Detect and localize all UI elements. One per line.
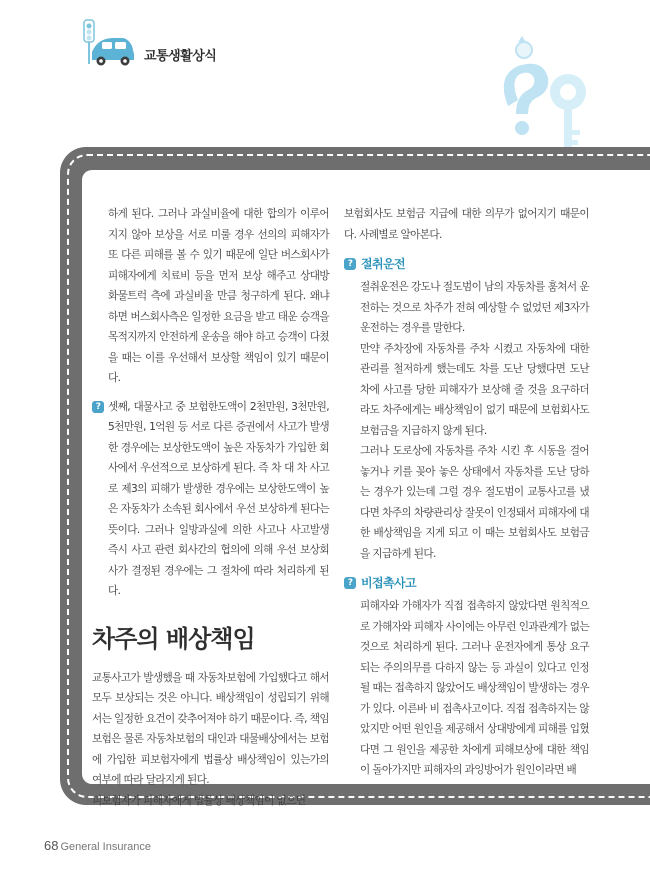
question-mark-icon: ? (344, 258, 356, 270)
section-heading: 차주의 배상책임 (92, 624, 255, 653)
question-mark-icon: ? (92, 401, 104, 413)
third-point-text: 셋째, 대물사고 중 보험한도액이 2천만원, 3천만원, 5천만원, 1억원 등 서로 다른 증권에서 사고가 발생한 경우에는 보상한도액이 높은 자동차가 가입한 회사에서 우선적으로 보상하게 된다. 즉 차 대 차 사고로 제3의 피해가 발생한 경우에는 보상한도액이 높은 자동차가 소속된 회사에서 우선 보상하게 된다는 뜻이다. 그러나 일방과실에 의한 사고나 사고발생 즉시 사고 관련 회사간의 협의에 의해 우선 보상회사가 결정된 경우에는 그 절차에 따라 처리하게 된다. (108, 400, 329, 597)
section-paragraph: 교통사고가 발생했을 때 자동차보험에 가입했다고 해서 모두 보상되는 것은 아니다. 배상책임이 성립되기 위해서는 일정한 요건이 갖추어져야 하기 때문이다. 즉, 책임보험은 물론 자동차보험의 대인과 대물배상에서는 보험에 가입한 피보험자에게 법률상 배상책임이 있는가의 여부에 따라 달라지게 된다. (92, 671, 329, 786)
header-title: 교통생활상식 (144, 49, 217, 64)
noncontact-paragraph: 피해자와 가해자가 직접 접촉하지 않았다면 원칙적으로 가해자와 피해자 사이에는 아무런 인과관계가 없는 것으로 처리하게 된다. 그러나 운전자에게 통상 요구되는 주의의무를 다하지 않는 등 과실이 있다고 인정될 때는 접촉하지 않았어도 배상책임이 발생하는 경우가 있다. 이른바 비 접촉사고이다. 직접 접촉하지는 않았지만 어떤 원인을 제공해서 상대방에게 피해를 입혔다면 그 원인을 제공한 차에게 피해보상에 대한 책임이 돌아가지만 피해자의 과잉방어가 원인이라면 배 (360, 600, 589, 776)
theft-paragraph: 만약 주차장에 자동차를 주차 시켰고 자동차에 대한 관리를 철저하게 했는데도 차를 도난 당했다면 도난 차에 사고를 당한 피해자가 보상해 줄 것을 요구하더라도 차주에게는 배상책임이 없기 때문에 보험회사도 보험금을 지급하지 않게 된다. (360, 342, 589, 437)
question-mark-key-decoration (488, 36, 598, 156)
subsection-title: 절취운전 (361, 257, 405, 271)
section-paragraph-continued: 피보험자가 피해자에게 법률상 배상책임이 없으면 (92, 794, 306, 807)
car-traffic-light-icon (78, 18, 138, 70)
third-point-paragraph (92, 397, 329, 602)
subsection-heading-theft (344, 255, 589, 273)
page-footer (44, 838, 151, 853)
continuation-paragraph: 보험회사도 보험금 지급에 대한 의무가 없어지기 때문이다. 사례별로 알아본다. (344, 208, 589, 241)
article-content (82, 170, 650, 807)
theft-paragraph: 그러나 도로상에 자동차를 주차 시킨 후 시동을 걸어 놓거나 키를 꽂아 놓은 상태에서 자동차를 도난 당하는 경우가 있는데 그럴 경우 절도범이 교통사고를 냈다면 차주의 차량관리상 잘못이 인정돼서 피해자에 대한 배상책임을 지게 되고 이 때는 보험회사도 보험금을 지급하게 된다. (360, 445, 589, 560)
page-number: 68 (44, 838, 59, 853)
right-column (344, 204, 589, 781)
subsection-title: 비접촉사고 (361, 576, 416, 590)
question-mark-icon: ? (344, 577, 356, 589)
intro-paragraph: 하게 된다. 그러나 과실비율에 대한 합의가 이루어지지 않아 보상을 서로 미룰 경우 선의의 피해자가 또 다른 피해를 볼 수 있기 때문에 일단 버스회사가 피해자에게 치료비 등을 먼저 보상 해주고 상대방 화물트럭 측에 과실비율 만큼 청구하게 된다. 왜냐하면 버스회사측은 일정한 요금을 받고 태운 승객을 목적지까지 안전하게 운송을 해야 하고 승객이 다쳤을 때는 이를 우선해서 보상할 책임이 있기 때문이다. (108, 208, 329, 384)
left-column (92, 204, 329, 811)
subsection-heading-noncontact (344, 574, 589, 592)
publication-name: General Insurance (60, 841, 151, 853)
theft-paragraph: 절취운전은 강도나 절도범이 남의 자동차를 훔쳐서 운전하는 것으로 차주가 전혀 예상할 수 없었던 제3자가 운전하는 경우를 말한다. (360, 281, 589, 334)
